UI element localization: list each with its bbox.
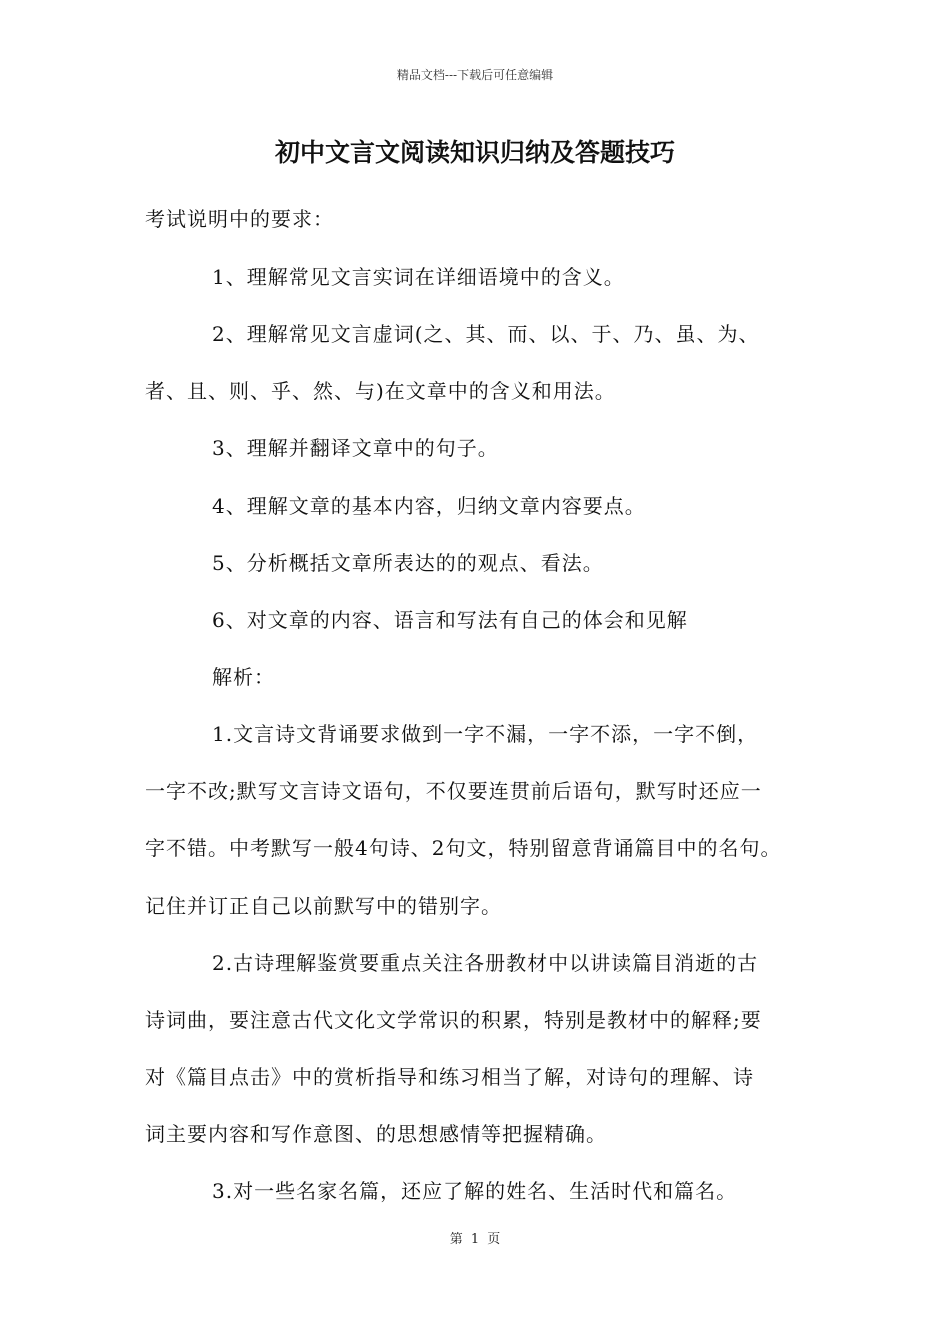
requirement-item-2-line-1: 2、理解常见文言虚词(之、其、而、以、于、乃、虽、为、 — [212, 322, 760, 346]
document-title: 初中文言文阅读知识归纳及答题技巧 — [274, 138, 675, 167]
requirement-item-2-line-2: 者、且、则、乎、然、与)在文章中的含义和用法。 — [145, 379, 616, 403]
analysis-point-1-line-3: 字不错。中考默写一般4句诗、2句文，特别留意背诵篇目中的名句。 — [145, 836, 782, 860]
requirement-item-6: 6、对文章的内容、语言和写法有自己的体会和见解 — [212, 608, 688, 632]
analysis-point-1-line-1: 1.文言诗文背诵要求做到一字不漏，一字不添，一字不倒， — [212, 722, 759, 746]
analysis-point-1-line-2: 一字不改;默写文言诗文语句，不仅要连贯前后语句，默写时还应一 — [145, 779, 762, 803]
analysis-point-2-line-1: 2.古诗理解鉴赏要重点关注各册教材中以讲读篇目消逝的古 — [212, 951, 759, 975]
analysis-point-2-line-3: 对《篇目点击》中的赏析指导和练习相当了解，对诗句的理解、诗 — [145, 1065, 754, 1089]
page-header: 精品文档---下载后可任意编辑 — [396, 68, 554, 82]
analysis-point-1-line-4: 记住并订正自己以前默写中的错别字。 — [145, 894, 502, 918]
requirement-item-4: 4、理解文章的基本内容，归纳文章内容要点。 — [212, 494, 646, 518]
analysis-point-3: 3.对一些名家名篇，还应了解的姓名、生活时代和篇名。 — [212, 1179, 738, 1203]
analysis-point-2-line-2: 诗词曲，要注意古代文化文学常识的积累，特别是教材中的解释;要 — [145, 1008, 762, 1032]
page-number: 第 1 页 — [449, 1232, 501, 1247]
requirement-item-1: 1、理解常见文言实词在详细语境中的含义。 — [212, 265, 625, 289]
requirement-item-5: 5、分析概括文章所表达的的观点、看法。 — [212, 551, 604, 575]
analysis-heading: 解析： — [212, 665, 275, 689]
requirements-heading: 考试说明中的要求： — [145, 207, 334, 231]
requirement-item-3: 3、理解并翻译文章中的句子。 — [212, 436, 499, 460]
analysis-point-2-line-4: 词主要内容和写作意图、的思想感情等把握精确。 — [145, 1122, 607, 1146]
